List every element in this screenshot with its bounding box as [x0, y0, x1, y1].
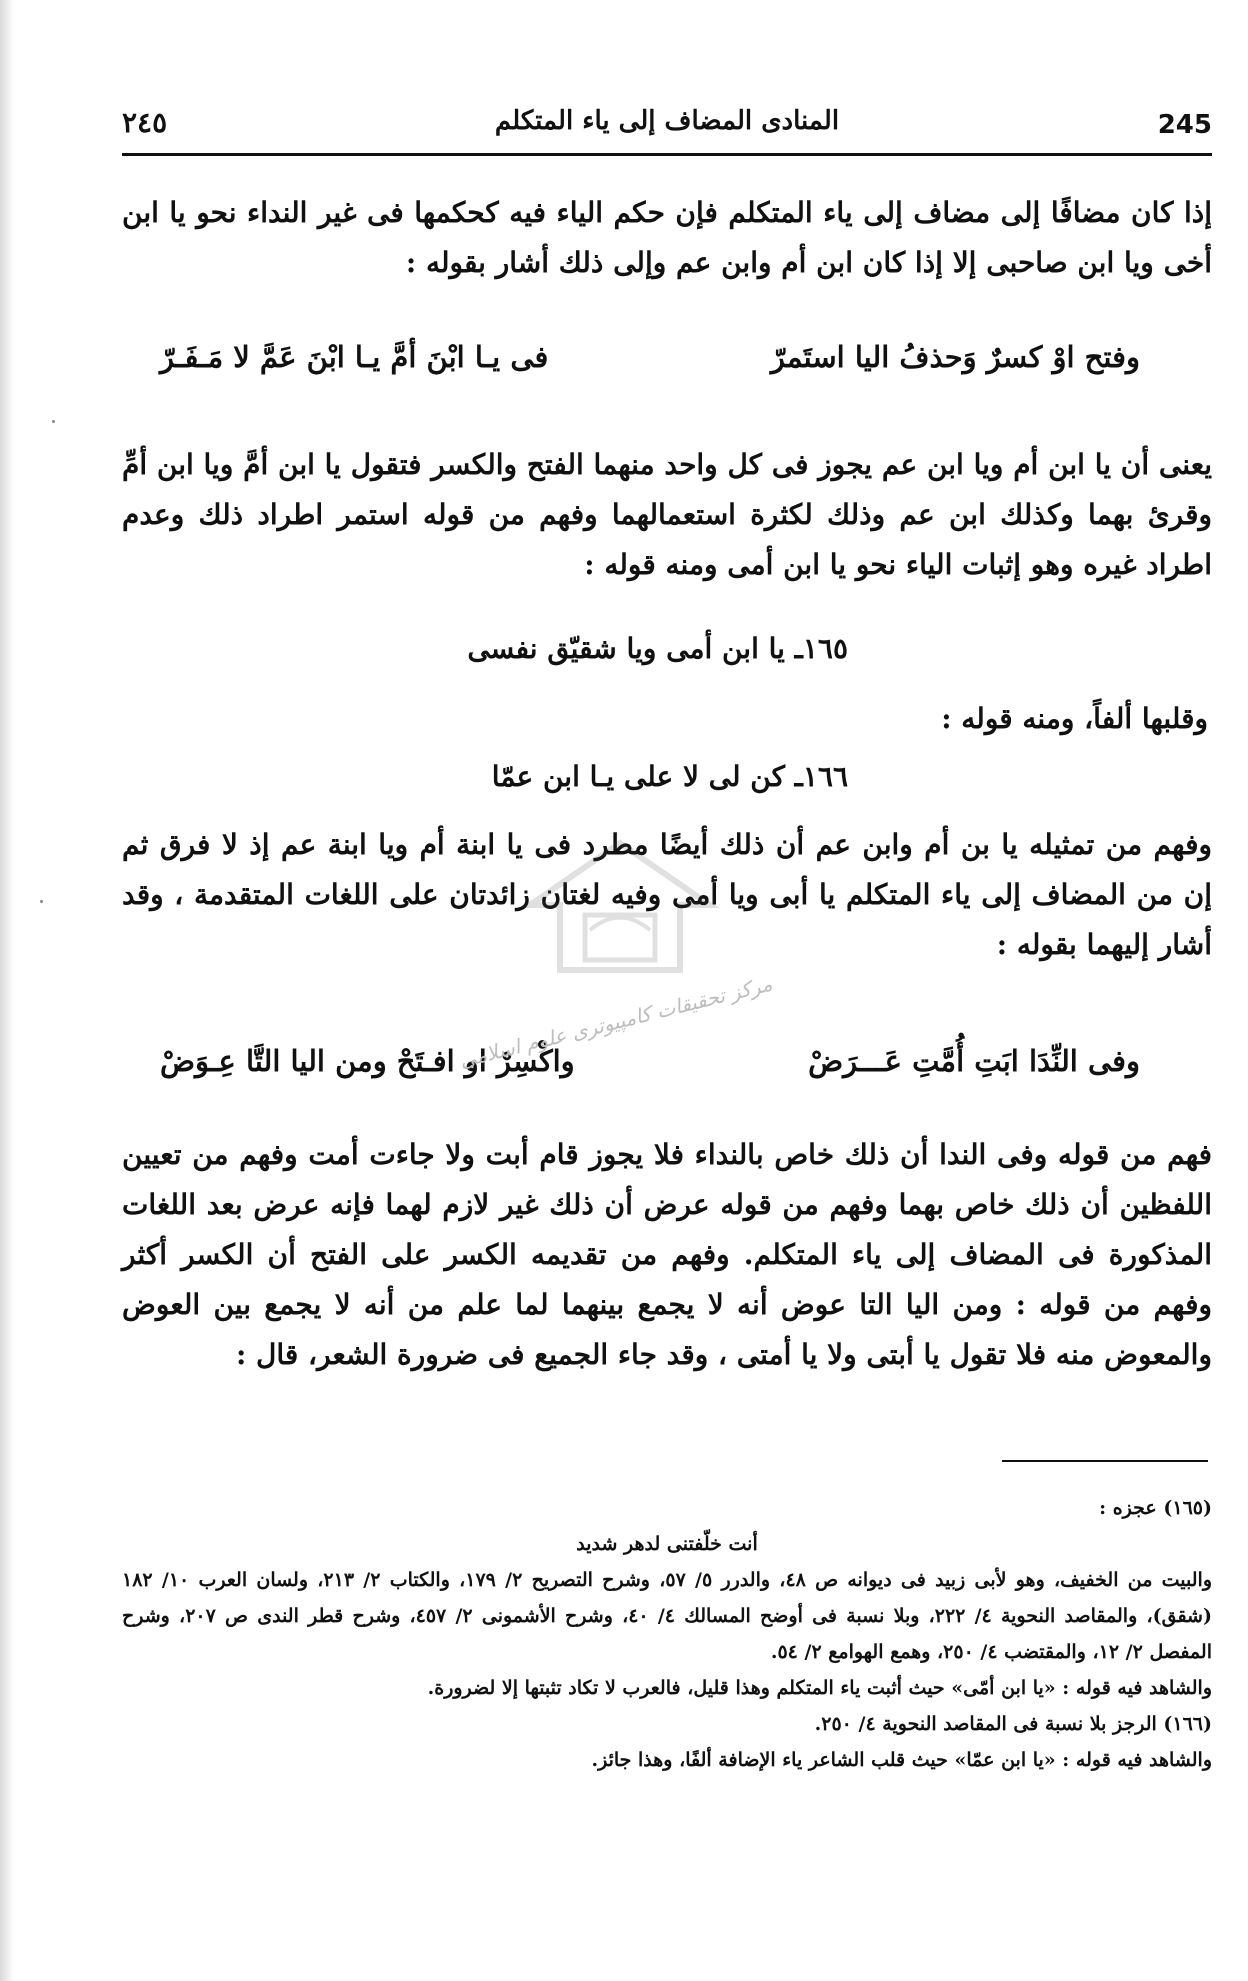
paragraph-4: وفهم من تمثيله يا بن أم وابن عم أن ذلك أيضًا مطرد فى يا ابنة أم ويا ابنة عم إذ لا فرق ثم إن من المضاف إلى ياء المتكلم يا أبى ويا أمى وفيه لغتان زائدتان على اللغات المتقدمة ، وقد أشار إليهما بقوله :	[122, 828, 1212, 961]
scan-speck	[52, 420, 55, 423]
footnote-separator	[1002, 1460, 1208, 1462]
verse-1-first-hemistich: وفتح اوْ كسرٌ وَحذفُ اليا استَمرّ	[770, 340, 1140, 374]
header-rule	[122, 153, 1212, 156]
page-number-arabic: ٢٤٥	[122, 106, 168, 139]
footnote-165-shahid: والشاهد فيه قوله : «يا ابن أمّى» حيث أثبت ياء المتكلم وهذا قليل، فالعرب لا تكاد تثبتها إلا لضرورة.	[427, 1677, 1212, 1699]
paragraph-5: فهم من قوله وفى الندا أن ذلك خاص بالنداء فلا يجوز قام أبت ولا جاءت أمت وفهم من تعيين اللفظين أن ذلك خاص بهما وفهم من قوله عرض أن ذلك غير لازم لهما فإنه عرض بعد اللغات المذكورة فى المضاف إلى ياء المتكلم. وفهم من تقديمه الكسر على الفتح أن الكسر أكثر وفهم من قوله : ومن اليا التا عوض أنه لا يجمع بينهما لما علم من أنه لا يجمع بين العوض والمعوض منه فلا تقول يا أبتى ولا يا أمتى ، وقد جاء الجميع فى ضرورة الشعر، قال :	[122, 1138, 1212, 1371]
verse-2-first-hemistich: وفى النِّدَا ابَتِ أُمَّتِ عَـــرَضْ	[808, 1044, 1140, 1078]
scan-edge-shadow	[0, 0, 14, 1981]
paragraph-2: يعنى أن يا ابن أم ويا ابن عم يجوز فى كل واحد منهما الفتح والكسر فتقول يا ابن أمَّ ويا ابن أمِّ وقرئ بهما وكذلك ابن عم وذلك لكثرة استعمالهما وفهم من قوله استمر اطراد ذلك وعدم اطراد غيره وهو إثبات الياء نحو يا ابن أمى ومنه قوله :	[122, 448, 1212, 581]
verse-1	[160, 340, 1140, 390]
scan-speck	[40, 900, 43, 903]
verse-2-second-hemistich: واكْسِرْ او افـتَحْ ومن اليا التَّا عِـوَضْ	[160, 1044, 575, 1078]
citation-165: ١٦٥ـ يا ابن أمى ويا شقيّق نفسى	[467, 632, 848, 665]
footnotes	[122, 1490, 1212, 1778]
chapter-title: المنادى المضاف إلى ياء المتكلم	[494, 106, 840, 136]
footnote-165-verse: أنت خلّفتنى لدهر شديد	[576, 1533, 758, 1555]
paragraph-3: وقلبها ألفاً، ومنه قوله :	[941, 702, 1208, 735]
citation-166: ١٦٦ـ كن لى لا على يـا ابن عمّا	[491, 760, 848, 793]
footnote-165-body: والبيت من الخفيف، وهو لأبى زبيد فى ديوانه ص ٤٨، والدرر ٥/ ٥٧، وشرح التصريح ٢/ ١٧٩، والكتاب ٢/ ٢١٣، ولسان العرب ١٠/ ١٨٢ (شقق)، والمقاصد النحوية ٤/ ٢٢٢، وبلا نسبة فى أوضح المسالك ٤/ ٤٠، وشرح الأشمونى ٢/ ٤٥٧، وشرح قطر الندى ص ٢٠٧، وشرح المفصل ٢/ ١٢، والمقتضب ٤/ ٢٥٠، وهمع الهوامع ٢/ ٥٤.	[122, 1569, 1212, 1663]
paragraph-1: إذا كان مضافًا إلى مضاف إلى ياء المتكلم فإن حكم الياء فيه كحكمها فى غير النداء نحو يا ابن أخى ويا ابن صاحبى إلا إذا كان ابن أم وابن عم وإلى ذلك أشار بقوله :	[122, 196, 1212, 279]
verse-1-second-hemistich: فى يـا ابْنَ أمَّ يـا ابْنَ عَمَّ لا مَـفَـرّ	[160, 340, 549, 374]
library-logo-watermark	[520, 835, 720, 985]
running-header	[122, 100, 1212, 152]
footnote-165-head: (١٦٥) عجزه :	[1099, 1497, 1212, 1519]
watermark-text: مركز تحقيقات كامپيوترى علوم اسلامى	[456, 971, 775, 1073]
page-number-latin: 245	[1157, 110, 1212, 140]
footnote-166-shahid: والشاهد فيه قوله : «يا ابن عمّا» حيث قلب الشاعر ياء الإضافة ألفًا، وهذا جائز.	[591, 1749, 1212, 1771]
footnote-166: (١٦٦) الرجز بلا نسبة فى المقاصد النحوية ٤/ ٢٥٠.	[814, 1713, 1212, 1735]
verse-2	[160, 1044, 1140, 1094]
